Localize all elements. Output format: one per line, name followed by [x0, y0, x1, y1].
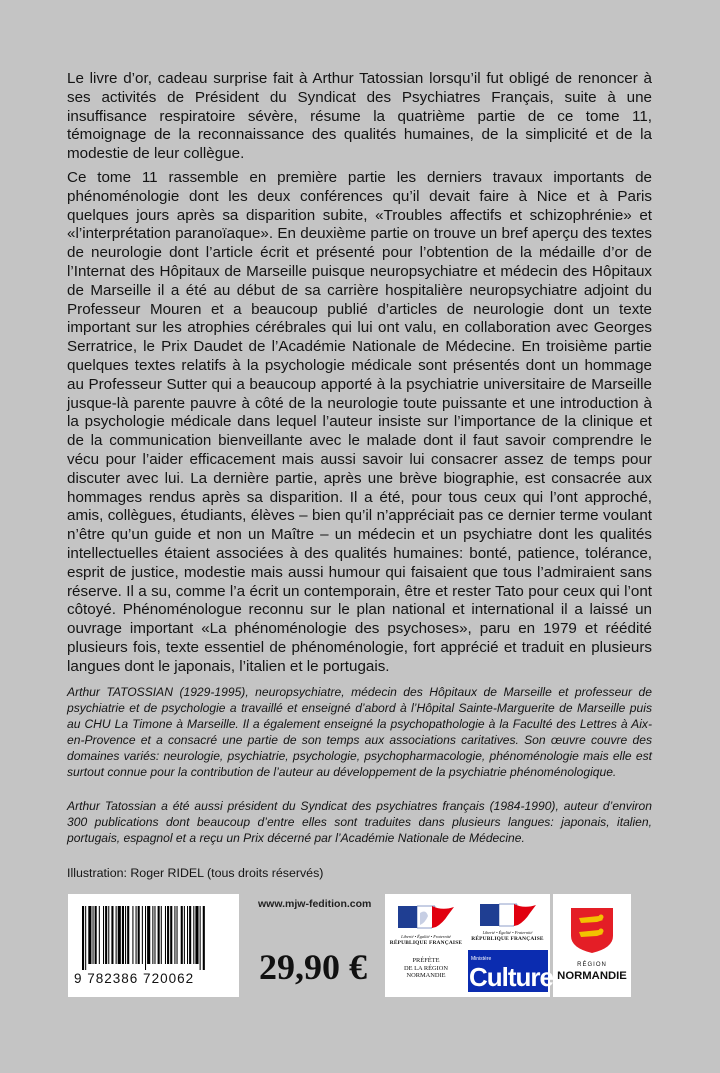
barcode-bar [99, 906, 100, 964]
barcode-bar [161, 906, 162, 964]
prefecture-republic-label: RÉPUBLIQUE FRANÇAISE [389, 940, 463, 946]
ministry-label: Ministère [471, 956, 492, 962]
barcode-bar [103, 906, 104, 964]
barcode-bar [93, 906, 94, 964]
barcode-bar [142, 906, 143, 964]
culture-republic-label: RÉPUBLIQUE FRANÇAISE [471, 936, 544, 942]
prefecture-line-3: NORMANDIE [406, 972, 446, 979]
barcode-bar [187, 906, 188, 964]
prefecture-motto: Liberté • Égalité • Fraternité [401, 934, 451, 939]
barcode-bar [184, 906, 185, 964]
barcode-bar [111, 906, 113, 964]
barcode-bar [170, 906, 172, 964]
barcode-bar [122, 906, 124, 964]
author-bio-paragraph-2: Arthur Tatossian a été aussi président du Syndicat des psychiatres français (1984-1990), auteur d’environ 300 publications dont beaucoup d’entre elles sont traduites dans plusieurs langues: japonais, italien, portugais, espagnol et a reçu un Prix décerné par l’Académie Nationale de Médecine. [67, 799, 652, 845]
isbn-barcode [68, 894, 239, 997]
barcode-bar [165, 906, 166, 964]
barcode-bar [88, 906, 91, 964]
barcode-bar [138, 906, 140, 964]
barcode-bars [82, 906, 225, 970]
marianne-emblem-icon [480, 901, 536, 931]
barcode-bar [147, 906, 150, 964]
barcode-bar [136, 906, 137, 964]
marianne-emblem-icon [398, 903, 454, 933]
culture-motto: Liberté • Égalité • Fraternité [482, 930, 533, 935]
barcode-bar [95, 906, 97, 964]
publisher-website: www.mjw-fedition.com [258, 898, 372, 910]
barcode-bar [127, 906, 129, 964]
barcode-bar [105, 906, 107, 964]
barcode-bar [177, 906, 178, 964]
normandy-leopards-icon [569, 906, 615, 954]
book-price: 29,90 € [259, 947, 367, 987]
barcode-bar [145, 906, 146, 970]
barcode-bar [116, 906, 117, 964]
barcode-bar [181, 906, 183, 964]
back-cover-paragraph-2: Ce tome 11 rassemble en première partie les derniers travaux importants de phénoménologie dont les deux conférences qu’il devait faire à Nice et à Paris quelques jours après sa disparition subite, «Troubles affectifs et schizophrénie» et «l’interprétation paranoïaque». En deuxième partie on trouve un bref aperçu des textes de neurologie dont l’article écrit et présenté pour l’obtention de la médaille d’or de l’Internat des Hôpitaux de Marseille puisque neuropsychiatre et médecin des Hôpitaux de Marseille il a été au début de sa carrière hospitalière neuropsychiatre adjoint du Professeur Mouren et a beaucoup publié d’articles de neurologie dont un texte important sur les atrophies cérébrales qui lui ont valu, en collaboration avec Georges Serratrice, le Prix Daudet de l’Académie Nationale de Médecine. En troisième partie quelques textes relatifs à la psychologie médicale sont présentés dont un hommage au Professeur Sutter qui a beaucoup apporté à la psychiatrie universitaire de Marseille jusque-là parente pauvre à côté de la neurologie toute puissante et une introduction à la psychologie médicale dans lequel l’auteur insiste sur l’importance de la clinique et de la communication bienveillante avec le malade dont il faut savoir comprendre le vécu pour l’aider efficacement mais aussi savoir lui consacrer assez de temps pour discuter avec lui. La dernière partie, après une brève biographie, est consacrée aux hommages rendus après sa disparition. Il a été, pour tous ceux qui l’ont approché, amis, collègues, étudiants, élèves – bien qu’il n’appréciait pas ce dernier terme voulant n’être qu’un guide et non un Maître – un médecin et un psychiatre dont les qualités intellectuelles étaient associées à des qualités humaines: bonté, patience, tolérance, esprit de justice, modestie mais aussi humour qui faisaient que tous l’admiraient sans réserve. Il a su, comme l’a écrit un contemporain, être et rester Tato pour ceux qui l’ont côtoyé. Phénoménologue reconnu sur le plan national et international il a laissé un ouvrage important «La phénoménologie des psychoses», paru en 1979 et réédité plusieurs fois, texte essentiel de phénoménologie, fort apprécié et traduit en plusieurs langues dont le japonais, l’italien et le portugais. [67, 169, 652, 675]
barcode-bar [200, 906, 201, 970]
barcode-bar [108, 906, 109, 964]
barcode-bar [132, 906, 133, 964]
barcode-bar [189, 906, 191, 964]
barcode-bar [154, 906, 155, 964]
isbn-number: 9 782386 720062 [74, 971, 195, 986]
barcode-bar [152, 906, 153, 964]
barcode-bar [118, 906, 121, 964]
normandie-label: NORMANDIE [557, 970, 627, 982]
ministere-culture-logo [465, 894, 553, 997]
back-cover-paragraph-1: Le livre d’or, cadeau surprise fait à Arthur Tatossian lorsqu’il fut obligé de renoncer à ses activités de Président du Syndicat des Psychiatres Français, suite à une insuffisance respiratoire sévère, résume la quatrième partie de ce tome 11, témoignage de la reconnaissance des qualités humaines, de la simplicité et de la modestie de leur collègue. [67, 70, 652, 163]
illustration-credit: Illustration: Roger RIDEL (tous droits réservés) [67, 866, 324, 880]
barcode-bar [193, 906, 194, 964]
barcode-bar [174, 906, 175, 964]
barcode-bar [82, 906, 84, 970]
barcode-bar [195, 906, 198, 964]
author-bio-paragraph-1: Arthur TATOSSIAN (1929-1995), neuropsychiatre, médecin des Hôpitaux de Marseille et professeur de psychiatrie et de psychologie a travaillé et enseigné d’abord à l’Hôpital Sainte-Marguerite de Marseille puis au CHU La Timone à Marseille. Il a également enseigné la psychopathologie à la Faculté des Lettres à Aix-en-Provence et a consacré une partie de son temps aux associations caritatives. Son œuvre couvre des domaines variés: neurologie, psychiatrie, psychologie, psychopharmacologie, phénoménologie mais elle est surtout connue pour la contribution de l’auteur au développement de la psychiatrie phénoménologique. [67, 685, 652, 779]
culture-wordmark: Culture [469, 962, 553, 992]
barcode-bar [158, 906, 160, 964]
region-normandie-logo [553, 894, 631, 997]
barcode-bar [125, 906, 126, 964]
barcode-bar [85, 906, 86, 970]
prefecture-normandie-logo [385, 894, 467, 997]
region-label: RÉGION [577, 962, 607, 968]
prefecture-line-1: PRÉFÈTE [412, 957, 440, 964]
barcode-bar [203, 906, 205, 970]
prefecture-title [385, 957, 467, 980]
prefecture-line-2: DE LA RÉGION [403, 964, 449, 972]
barcode-bar [167, 906, 169, 964]
